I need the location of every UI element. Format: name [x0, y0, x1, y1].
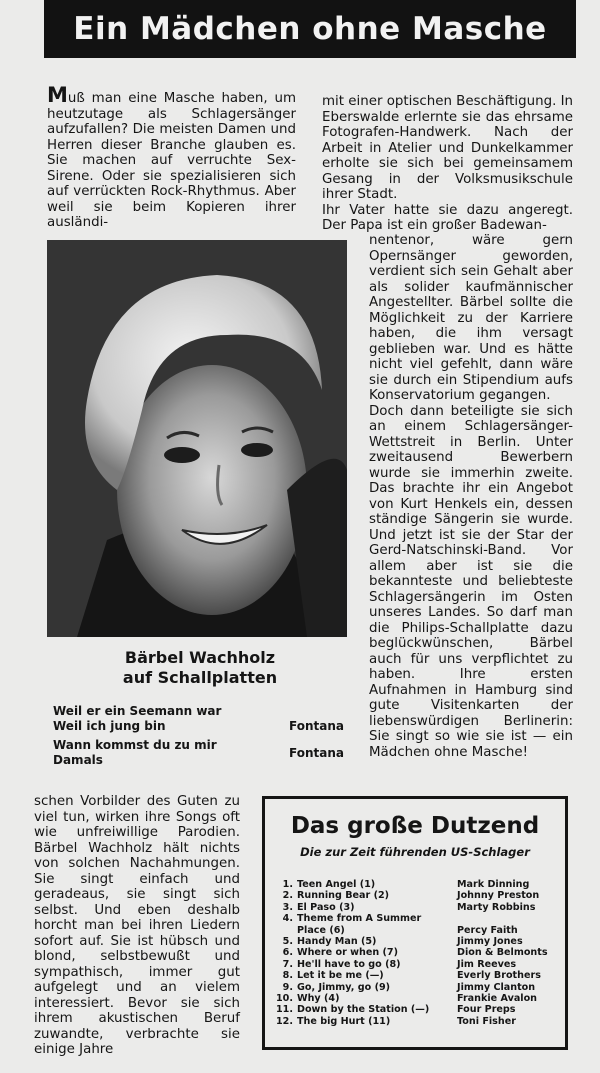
- hit-rank: 11.: [276, 1004, 293, 1016]
- box-subtitle: Die zur Zeit führenden US-Schlager: [300, 845, 530, 859]
- column-4-text: schen Vorbilder des Guten zu viel tun, wirken ihre Songs oft wie unfreiwillige Parodien. Bärbel Wachholz hält nichts von solchen Nachahmungen. Sie singt einfach und geradeaus, sie singt sich selbst. Und eben deshalb horcht man bei ihren Liedern sofort auf. Sie ist hübsch und blond, selbstbewußt und sympathisch, immer gut aufgelegt und an vielem interessiert. Bevor sie sich ihrem akustischen Beruf zuwandte, verbrachte sie einige Jahre: [34, 794, 240, 1057]
- hit-song: El Paso (3): [297, 901, 355, 913]
- hit-list-row: [275, 993, 563, 1004]
- hit-artist: Four Preps: [457, 1004, 516, 1016]
- column-3-paragraph-2: Doch dann beteiligte sie sich an einem Schlagersänger-Wettstreit in Berlin. Unter zweitausend Bewerbern wurde sie immerhin zweite. Das brachte ihr ein Angebot von Kurt Henkels ein, dessen ständige Sängerin sie wurde. Und jetzt ist sie der Star der Gerd-Natschinski-Band. Vor allem aber ist sie die bekannteste und beliebteste Schlagersängerin im Osten unseres Landes. So darf man die Philips-Schallplatte dazu beglückwünschen, Bärbel auch für uns verpflichtet zu haben. Ihre ersten Aufnahmen in Hamburg sind gute Visitenkarten der liebenswürdigen Berlinerin: Sie singt so wie sie ist — ein Mädchen ohne Masche!: [369, 403, 573, 760]
- caption-subtitle: auf Schallplatten: [122, 668, 278, 687]
- hit-artist: Marty Robbins: [457, 901, 536, 913]
- photo-caption: [60, 648, 340, 688]
- portrait-photo: [47, 240, 347, 637]
- hit-song: Handy Man (5): [297, 936, 377, 948]
- hit-song: The big Hurt (11): [297, 1015, 391, 1027]
- hit-artist: Jimmy Jones: [457, 936, 523, 948]
- hit-rank: 5.: [282, 936, 293, 948]
- box-title: Das große Dutzend: [290, 813, 540, 839]
- hit-rank: 3.: [282, 901, 293, 913]
- hit-rank: [275, 925, 293, 936]
- hit-song: Running Bear (2): [297, 890, 390, 902]
- hit-artist: Mark Dinning: [457, 879, 530, 890]
- hit-artist: Jimmy Clanton: [457, 981, 536, 993]
- hit-list: [275, 879, 563, 1027]
- hit-rank: 1.: [282, 879, 293, 890]
- hit-rank: 7.: [282, 958, 293, 970]
- hit-song: Why (4): [297, 993, 340, 1005]
- caption-name: Bärbel Wachholz: [124, 648, 276, 667]
- hit-list-row: [275, 1004, 563, 1015]
- portrait-illustration: [47, 240, 347, 637]
- record-2-titles: Wann kommst du zu mir Damals: [53, 738, 217, 767]
- hit-song: Where or when (7): [297, 947, 398, 959]
- hit-list-row: [275, 936, 563, 947]
- hit-list-row: [275, 902, 563, 913]
- record-1-titles: Weil er ein Seemann war Weil ich jung bin: [53, 704, 222, 733]
- hit-list-row: [275, 947, 563, 958]
- hit-song: Theme from A Summer: [297, 913, 422, 925]
- article-column-3: [369, 233, 573, 760]
- hit-rank: 8.: [282, 970, 293, 982]
- hit-song: Go, Jimmy, go (9): [297, 981, 391, 993]
- record-2-label: Fontana: [289, 746, 344, 760]
- hit-list-row: [275, 982, 563, 993]
- hit-artist: Jim Reeves: [457, 958, 517, 970]
- hit-list-row: [275, 879, 563, 890]
- hit-artist: Frankie Avalon: [457, 993, 538, 1005]
- article-column-2: [322, 94, 573, 234]
- hit-song: He'll have to go (8): [297, 958, 401, 970]
- headline-banner: [44, 0, 576, 58]
- hit-rank: 12.: [276, 1015, 293, 1027]
- hit-artist: Dion & Belmonts: [457, 947, 548, 959]
- article-column-1: [47, 83, 296, 231]
- hit-song: Place (6): [297, 924, 345, 936]
- hit-rank: 6.: [282, 947, 293, 959]
- article-column-4: [34, 794, 240, 1058]
- hit-song: Teen Angel (1): [297, 879, 376, 890]
- hit-list-row: [275, 890, 563, 901]
- hit-rank: 10.: [276, 993, 293, 1005]
- headline: Ein Mädchen ohne Masche: [73, 11, 547, 47]
- hit-list-row: [275, 970, 563, 981]
- hit-list-row: [275, 925, 563, 936]
- hit-song: Down by the Station (—): [297, 1004, 430, 1016]
- hit-artist: Toni Fisher: [457, 1015, 516, 1027]
- hit-artist: [457, 913, 563, 924]
- hit-list-row: [275, 959, 563, 970]
- hit-rank: 2.: [282, 890, 293, 902]
- column-2-paragraph-1: mit einer optischen Beschäftigung. In Eberswalde erlernte sie das ehrsame Fotografen-Handwerk. Nach der Arbeit in Atelier und Dunkelkammer erholte sie sich bei gemeinsamem Gesang in der Volksmusikschule ihrer Stadt.: [322, 94, 574, 202]
- column-1-text: uß man eine Masche haben, um heutzutage als Schlagersänger aufzufallen? Die meisten Damen und Herren dieser Branche glauben es. Sie machen auf verruchte Sex-Sirene. Oder sie spezialisieren sich auf verrückten Rock-Rhythmus. Aber weil sie beim Kopieren ihrer ausländi-: [47, 91, 296, 230]
- hit-artist: Percy Faith: [457, 924, 518, 936]
- hit-artist: Johnny Preston: [457, 890, 540, 902]
- hit-song: Let it be me (—): [297, 970, 384, 982]
- hit-list-row: [275, 913, 563, 924]
- hit-rank: 9.: [282, 981, 293, 993]
- hit-rank: 4.: [282, 913, 293, 925]
- top-dozen-box: [262, 796, 568, 1050]
- record-1-label: Fontana: [289, 719, 344, 733]
- column-2-paragraph-2: Ihr Vater hatte sie dazu angeregt. Der Papa ist ein großer Badewan-: [322, 202, 573, 233]
- drop-cap: M: [47, 83, 68, 107]
- hit-list-row: [275, 1016, 563, 1027]
- hit-artist: Everly Brothers: [457, 970, 541, 982]
- column-3-paragraph-1: nentenor, wäre gern Opernsänger geworden, verdient sich sein Gehalt aber als solider kaufmännischer Angestellter. Bärbel sollte die Möglichkeit zu der Karriere haben, die ihm versagt geblieben war. Und es hätte nicht viel gefehlt, dann wäre sie durch ein Stipendium aufs Konservatorium gegangen.: [369, 233, 573, 403]
